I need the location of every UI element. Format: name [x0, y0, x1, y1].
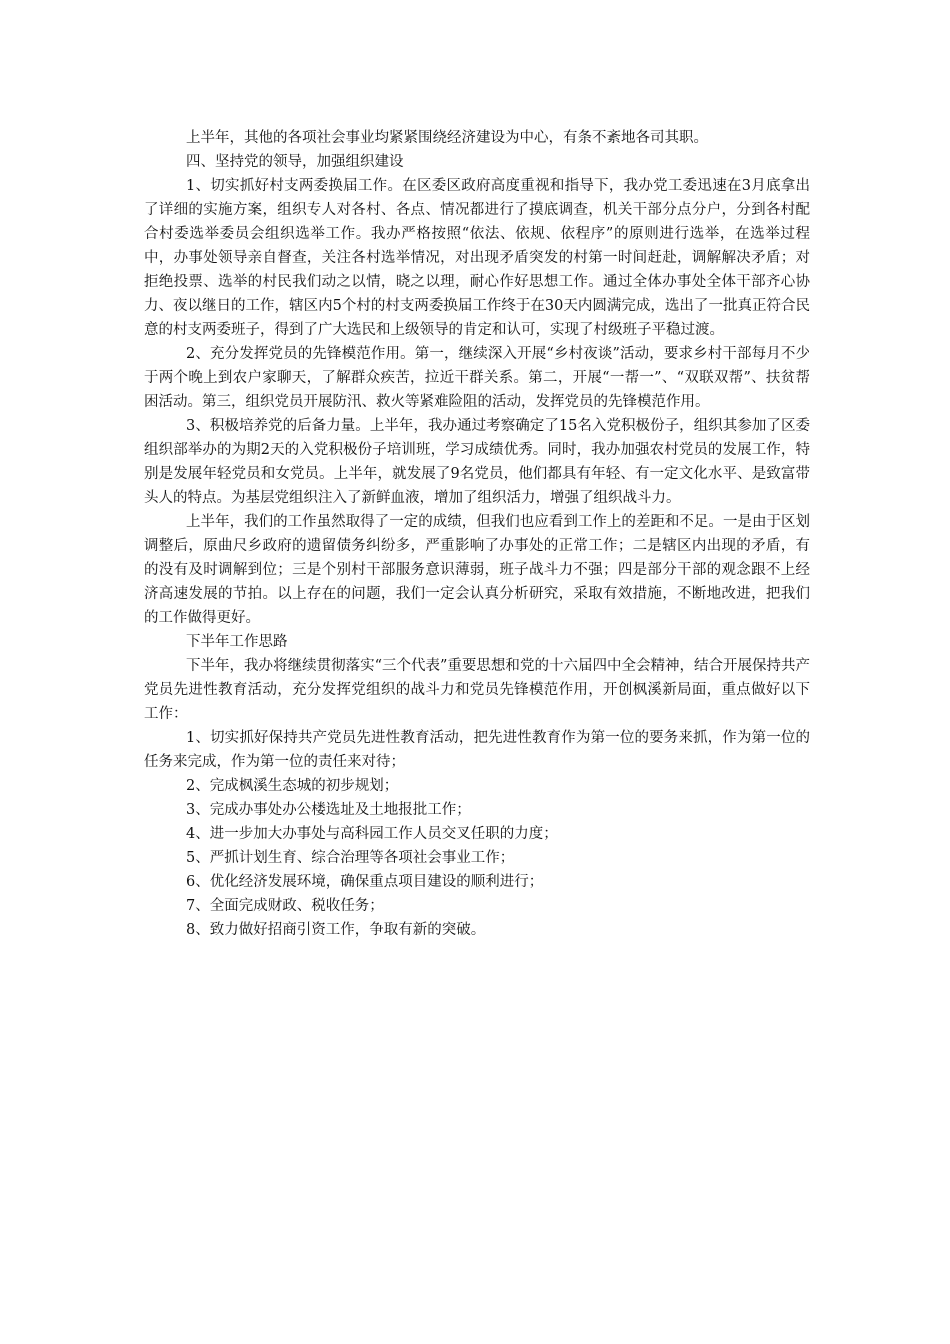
list-item-plan-6: 6、优化经济发展环境，确保重点项目建设的顺利进行； — [186, 874, 544, 890]
list-item-plan-2: 2、完成枫溪生态城的初步规划； — [186, 778, 399, 794]
list-item-plan-8: 8、致力做好招商引资工作，争取有新的突破。 — [186, 922, 486, 938]
section-heading-second-half-plan: 下半年工作思路 — [186, 634, 288, 650]
paragraph-shortcomings: 上半年，我们的工作虽然取得了一定的成绩，但我们也应看到工作上的差距和不足。一是由于区划调整后，原曲尺乡政府的遗留债务纠纷多，严重影响了办事处的正常工作；二是辖区内出现的矛盾，有的没有及时调解到位；三是个别村干部服务意识薄弱，班子战斗力不强；四是部分干部的观念跟不上经济高速发展的节拍。以上存在的问题，我们一定会认真分析研究，采取有效措施，不断地改进，把我们的工作做得更好。 — [144, 514, 810, 626]
list-item-plan-1: 1、切实抓好保持共产党员先进性教育活动，把先进性教育作为第一位的要务来抓，作为第一位的任务来完成，作为第一位的责任来对待； — [144, 730, 810, 770]
paragraph-village-election: 1、切实抓好村支两委换届工作。在区委区政府高度重视和指导下，我办党工委迅速在3月底拿出了详细的实施方案，组织专人对各村、各点、情况都进行了摸底调查，机关干部分点分户，分到各村配合村委选举委员会组织选举工作。我办严格按照“依法、依规、依程序”的原则进行选举，在选举过程中，办事处领导亲自督查，关注各村选举情况，对出现矛盾突发的村第一时间赶赴，调解解决矛盾；对拒绝投票、选举的村民我们动之以情，晓之以理，耐心作好思想工作。通过全体办事处全体干部齐心协力、夜以继日的工作，辖区内5个村的村支两委换届工作终于在30天内圆满完成，选出了一批真正符合民意的村支两委班子，得到了广大选民和上级领导的肯定和认可，实现了村级班子平稳过渡。 — [144, 178, 810, 338]
list-item-plan-5: 5、严抓计划生育、综合治理等各项社会事业工作； — [186, 850, 515, 866]
document-body — [144, 126, 810, 942]
paragraph-social-affairs: 上半年，其他的各项社会事业均紧紧围绕经济建设为中心，有条不紊地各司其职。 — [186, 130, 709, 146]
list-item-plan-7: 7、全面完成财政、税收任务； — [186, 898, 384, 914]
paragraph-plan-intro: 下半年，我办将继续贯彻落实“三个代表”重要思想和党的十六届四中全会精神，结合开展保持共产党员先进性教育活动，充分发挥党组织的战斗力和党员先锋模范作用，开创枫溪新局面，重点做好以下工作： — [144, 658, 810, 722]
paragraph-reserve-cultivation: 3、积极培养党的后备力量。上半年，我办通过考察确定了15名入党积极份子，组织其参加了区委组织部举办的为期2天的入党积极份子培训班，学习成绩优秀。同时，我办加强农村党员的发展工作，特别是发展年轻党员和女党员。上半年，就发展了9名党员，他们都具有年轻、有一定文化水平、是致富带头人的特点。为基层党组织注入了新鲜血液，增加了组织活力，增强了组织战斗力。 — [144, 418, 810, 506]
section-heading-party-leadership: 四、坚持党的领导，加强组织建设 — [186, 154, 404, 170]
paragraph-party-member-role: 2、充分发挥党员的先锋模范作用。第一，继续深入开展“乡村夜谈”活动，要求乡村干部每月不少于两个晚上到农户家聊天，了解群众疾苦，拉近干群关系。第二，开展“一帮一”、“双联双帮”、扶贫帮困活动。第三，组织党员开展防汛、救火等紧难险阻的活动，发挥党员的先锋模范作用。 — [144, 346, 810, 410]
list-item-plan-3: 3、完成办事处办公楼选址及土地报批工作； — [186, 802, 471, 818]
list-item-plan-4: 4、进一步加大办事处与高科园工作人员交叉任职的力度； — [186, 826, 558, 842]
